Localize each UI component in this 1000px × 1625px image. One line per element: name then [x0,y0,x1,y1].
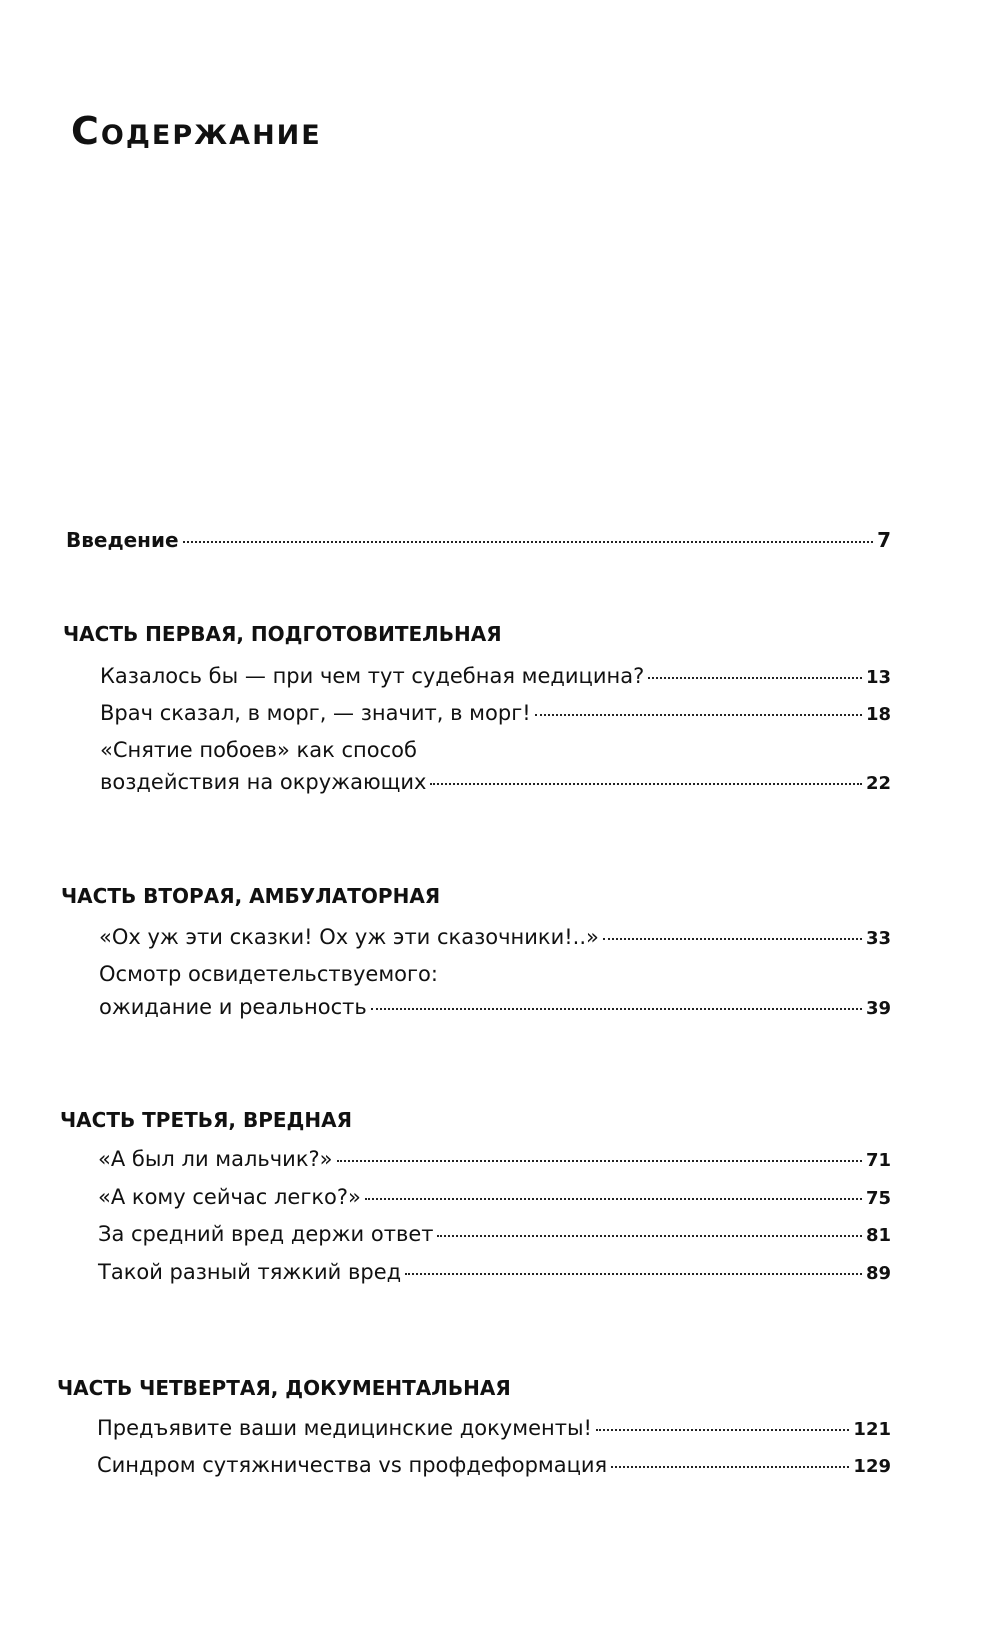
dot-leader [371,1008,862,1010]
dot-leader [437,1235,861,1237]
toc-entry-page: 13 [865,667,891,688]
toc-entry-first-line: Осмотр освидетельствуемого: [99,962,438,986]
dot-leader [405,1273,862,1275]
toc-entry-label: воздействия на окружающих [100,770,427,794]
toc-entry[interactable] [97,1453,891,1478]
part-heading-3: ЧАСТЬ ТРЕТЬЯ, ВРЕДНАЯ [60,1108,352,1132]
dot-leader [603,938,862,940]
toc-entry-label: Предъявите ваши медицинские документы! [97,1416,592,1440]
toc-entry-label: «Ох уж эти сказки! Ох уж эти сказочники!..» [99,925,599,949]
toc-entry[interactable] [100,770,891,795]
toc-entry-page: 81 [865,1225,891,1246]
toc-entry-label: Синдром сутяжничества vs профдеформация [97,1453,608,1477]
toc-entry[interactable] [99,995,891,1020]
toc-entry[interactable] [98,1222,891,1247]
toc-entry[interactable] [99,925,891,950]
toc-entry-page: 121 [853,1419,891,1440]
dot-leader [611,1466,849,1468]
dot-leader [365,1198,862,1200]
toc-entry-page: 22 [865,773,891,794]
part-heading-4: ЧАСТЬ ЧЕТВЕРТАЯ, ДОКУМЕНТАЛЬНАЯ [57,1376,511,1400]
toc-entry-label: «А был ли мальчик?» [98,1147,333,1171]
toc-entry[interactable] [100,664,891,689]
toc-entry[interactable] [97,1416,891,1441]
toc-entry-label: ожидание и реальность [99,995,367,1019]
page-title: Содержание [71,109,322,153]
toc-entry-page: 7 [877,528,891,552]
dot-leader [183,541,874,543]
dot-leader [596,1429,849,1431]
toc-entry-page: 129 [853,1456,891,1477]
toc-entry[interactable] [98,1147,891,1172]
dot-leader [430,783,861,785]
toc-entry-label: Врач сказал, в морг, — значит, в морг! [100,701,531,725]
toc-entry[interactable] [98,1185,891,1210]
toc-entry-page: 33 [865,928,891,949]
part-heading-2: ЧАСТЬ ВТОРАЯ, АМБУЛАТОРНАЯ [61,884,441,908]
toc-entry-label: «А кому сейчас легко?» [98,1185,361,1209]
toc-entry-page: 71 [865,1150,891,1171]
toc-entry-label: Казалось бы — при чем тут судебная медицина? [100,664,645,688]
dot-leader [648,677,862,679]
toc-entry-label: Введение [66,528,179,552]
toc-entry[interactable] [98,1260,891,1285]
toc-entry-page: 75 [865,1188,891,1209]
dot-leader [535,714,862,716]
toc-entry-intro[interactable] [66,528,891,552]
part-heading-1: ЧАСТЬ ПЕРВАЯ, ПОДГОТОВИТЕЛЬНАЯ [63,622,502,646]
toc-entry[interactable] [100,701,891,726]
toc-entry-label: Такой разный тяжкий вред [98,1260,402,1284]
toc-entry-page: 89 [865,1263,891,1284]
dot-leader [337,1160,862,1162]
toc-entry-page: 39 [865,998,891,1019]
toc-entry-first-line: «Снятие побоев» как способ [100,738,417,762]
toc-entry-label: За средний вред держи ответ [98,1222,434,1246]
toc-entry-page: 18 [865,704,891,725]
